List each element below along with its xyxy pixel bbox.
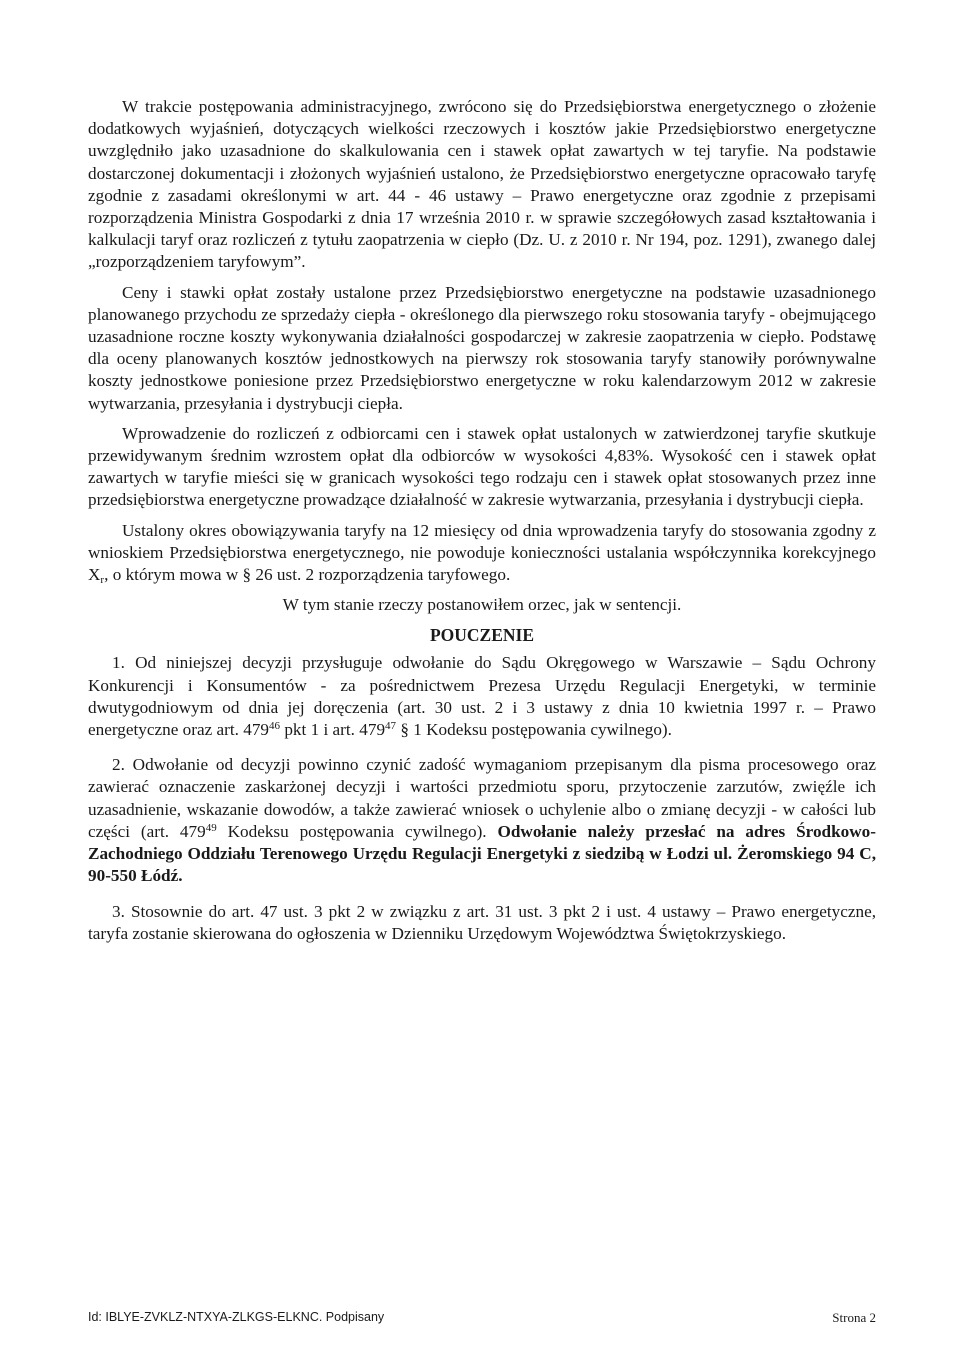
paragraph-3: Wprowadzenie do rozliczeń z odbiorcami cen i stawek opłat ustalonych w zatwierdzonej taryfie skutkuje przewidywanym średnim wzrostem opłat dla odbiorców w wysokości 4,83%. Wysokość cen i stawek opłat zawartych w taryfie mieści się w granicach wysokości tego rodzaju cen i stawek opłat stosowanych przez inne przedsiębiorstwa energetyczne prowadzące działalność w zakresie wytwarzania, przesyłania i dystrybucji ciepła. [88, 423, 876, 510]
paragraph-4-tail: , o którym mowa w § 26 ust. 2 rozporządzenia taryfowego. [104, 565, 511, 585]
paragraph-4 [88, 520, 876, 587]
section-heading: POUCZENIE [429, 625, 535, 646]
instruction-item-1 [88, 652, 876, 741]
item-1-text-c: § 1 Kodeksu postępowania cywilnego). [396, 720, 672, 740]
instruction-item-3: 3. Stosownie do art. 47 ust. 3 pkt 2 w związku z art. 31 ust. 3 pkt 2 i ust. 4 ustawy – Prawo energetyczne, taryfa zostanie skierowana do ogłoszenia w Dzienniku Urzędowym Województwa Świętokrzyskiego. [88, 901, 876, 943]
item-2-text-b: Kodeksu postępowania cywilnego). [216, 821, 498, 841]
paragraph-1: W trakcie postępowania administracyjnego, zwrócono się do Przedsiębiorstwa energetycznego o złożenie dodatkowych wyjaśnień, dotyczących wielkości rzeczowych i kosztów jakie Przedsiębiorstwo energetyczne uwzględniło jako uzasadnione do skalkulowania cen i stawek opłat zawartych w tej taryfie. Na podstawie dostarczonej dokumentacji i złożonych wyjaśnień ustalono, że Przedsiębiorstwo energetyczne opracowało taryfę zgodnie z zasadami określonymi w art. 44 - 46 ustawy – Prawo energetyczne oraz zgodnie z przepisami rozporządzenia Ministra Gospodarki z dnia 17 września 2010 r. w sprawie szczegółowych zasad kształtowania i kalkulacji taryf oraz rozliczeń z tytułu zaopatrzenia w ciepło (Dz. U. z 2010 r. Nr 194, poz. 1291), zwanego dalej „rozporządzeniem taryfowym”. [88, 97, 876, 272]
paragraph-4-text: Ustalony okres obowiązywania taryfy na 12 miesięcy od dnia wprowadzenia taryfy do stosowania zgodny z wnioskiem Przedsiębiorstwa energetycznego, nie powoduje konieczności ustalania współczynnika korekcyjnego X [88, 520, 876, 585]
document-id: Id: IBLYE-ZVKLZ-NTXYA-ZLKGS-ELKNC. Podpisany [88, 1310, 385, 1324]
instruction-item-2 [88, 754, 876, 887]
paragraph-2: Ceny i stawki opłat zostały ustalone przez Przedsiębiorstwo energetyczne na podstawie uzasadnionego planowanego przychodu ze sprzedaży ciepła - określonego dla pierwszego roku stosowania taryfy - obejmującego uzasadnione roczne koszty wykonywania działalności gospodarczej w zakresie zaopatrzenia w ciepło. Podstawę dla oceny planowanych kosztów jednostkowych na pierwszy rok stosowania taryfy stanowiły porównywalne koszty jednostkowe poniesione przez Przedsiębiorstwo energetyczne w roku kalendarzowym 2012 w zakresie wytwarzania, przesyłania i dystrybucji ciepła. [88, 282, 876, 413]
page-number: Strona 2 [832, 1310, 876, 1325]
item-2-sup: 49 [205, 821, 217, 834]
item-1-text-a: 1. Od niniejszej decyzji przysługuje odwołanie do Sądu Okręgowego w Warszawie – Sądu Ochrony Konkurencji i Konsumentów - za pośrednictwem Prezesa Urzędu Regulacji Energetyki, w terminie dwutygodniowym od dnia jej doręczenia (art. 30 ust. 2 i 3 ustawy z dnia 10 kwietnia 1997 r. – Prawo energetyczne oraz art. 479 [88, 653, 876, 740]
item-1-text-b: pkt 1 i art. 479 [280, 720, 386, 740]
closing-sentence: W tym stanie rzeczy postanowiłem orzec, jak w sentencji. [282, 595, 682, 615]
item-2-bold-address: Odwołanie należy przesłać na adres Środkowo-Zachodniego Oddziału Terenowego Urzędu Regulacji Energetyki z siedzibą w Łodzi ul. Żeromskiego 94 C, 90-550 Łódź. [88, 821, 876, 886]
item-1-sup-2: 47 [385, 720, 397, 733]
item-2-text-a: 2. Odwołanie od decyzji powinno czynić zadość wymaganiom przepisanym dla pisma procesowego oraz zawierać oznaczenie zaskarżonej decyzji i wartości przedmiotu sporu, przytoczenie zarzutów, zwięźle ich uzasadnienie, wskazanie dowodów, a także zawierać wniosek o uchylenie albo o zmianę decyzji - w całości lub części (art. 479 [88, 755, 876, 841]
item-1-sup-1: 46 [269, 720, 281, 733]
document-body [88, 96, 876, 945]
subscript-r: r [100, 574, 105, 587]
